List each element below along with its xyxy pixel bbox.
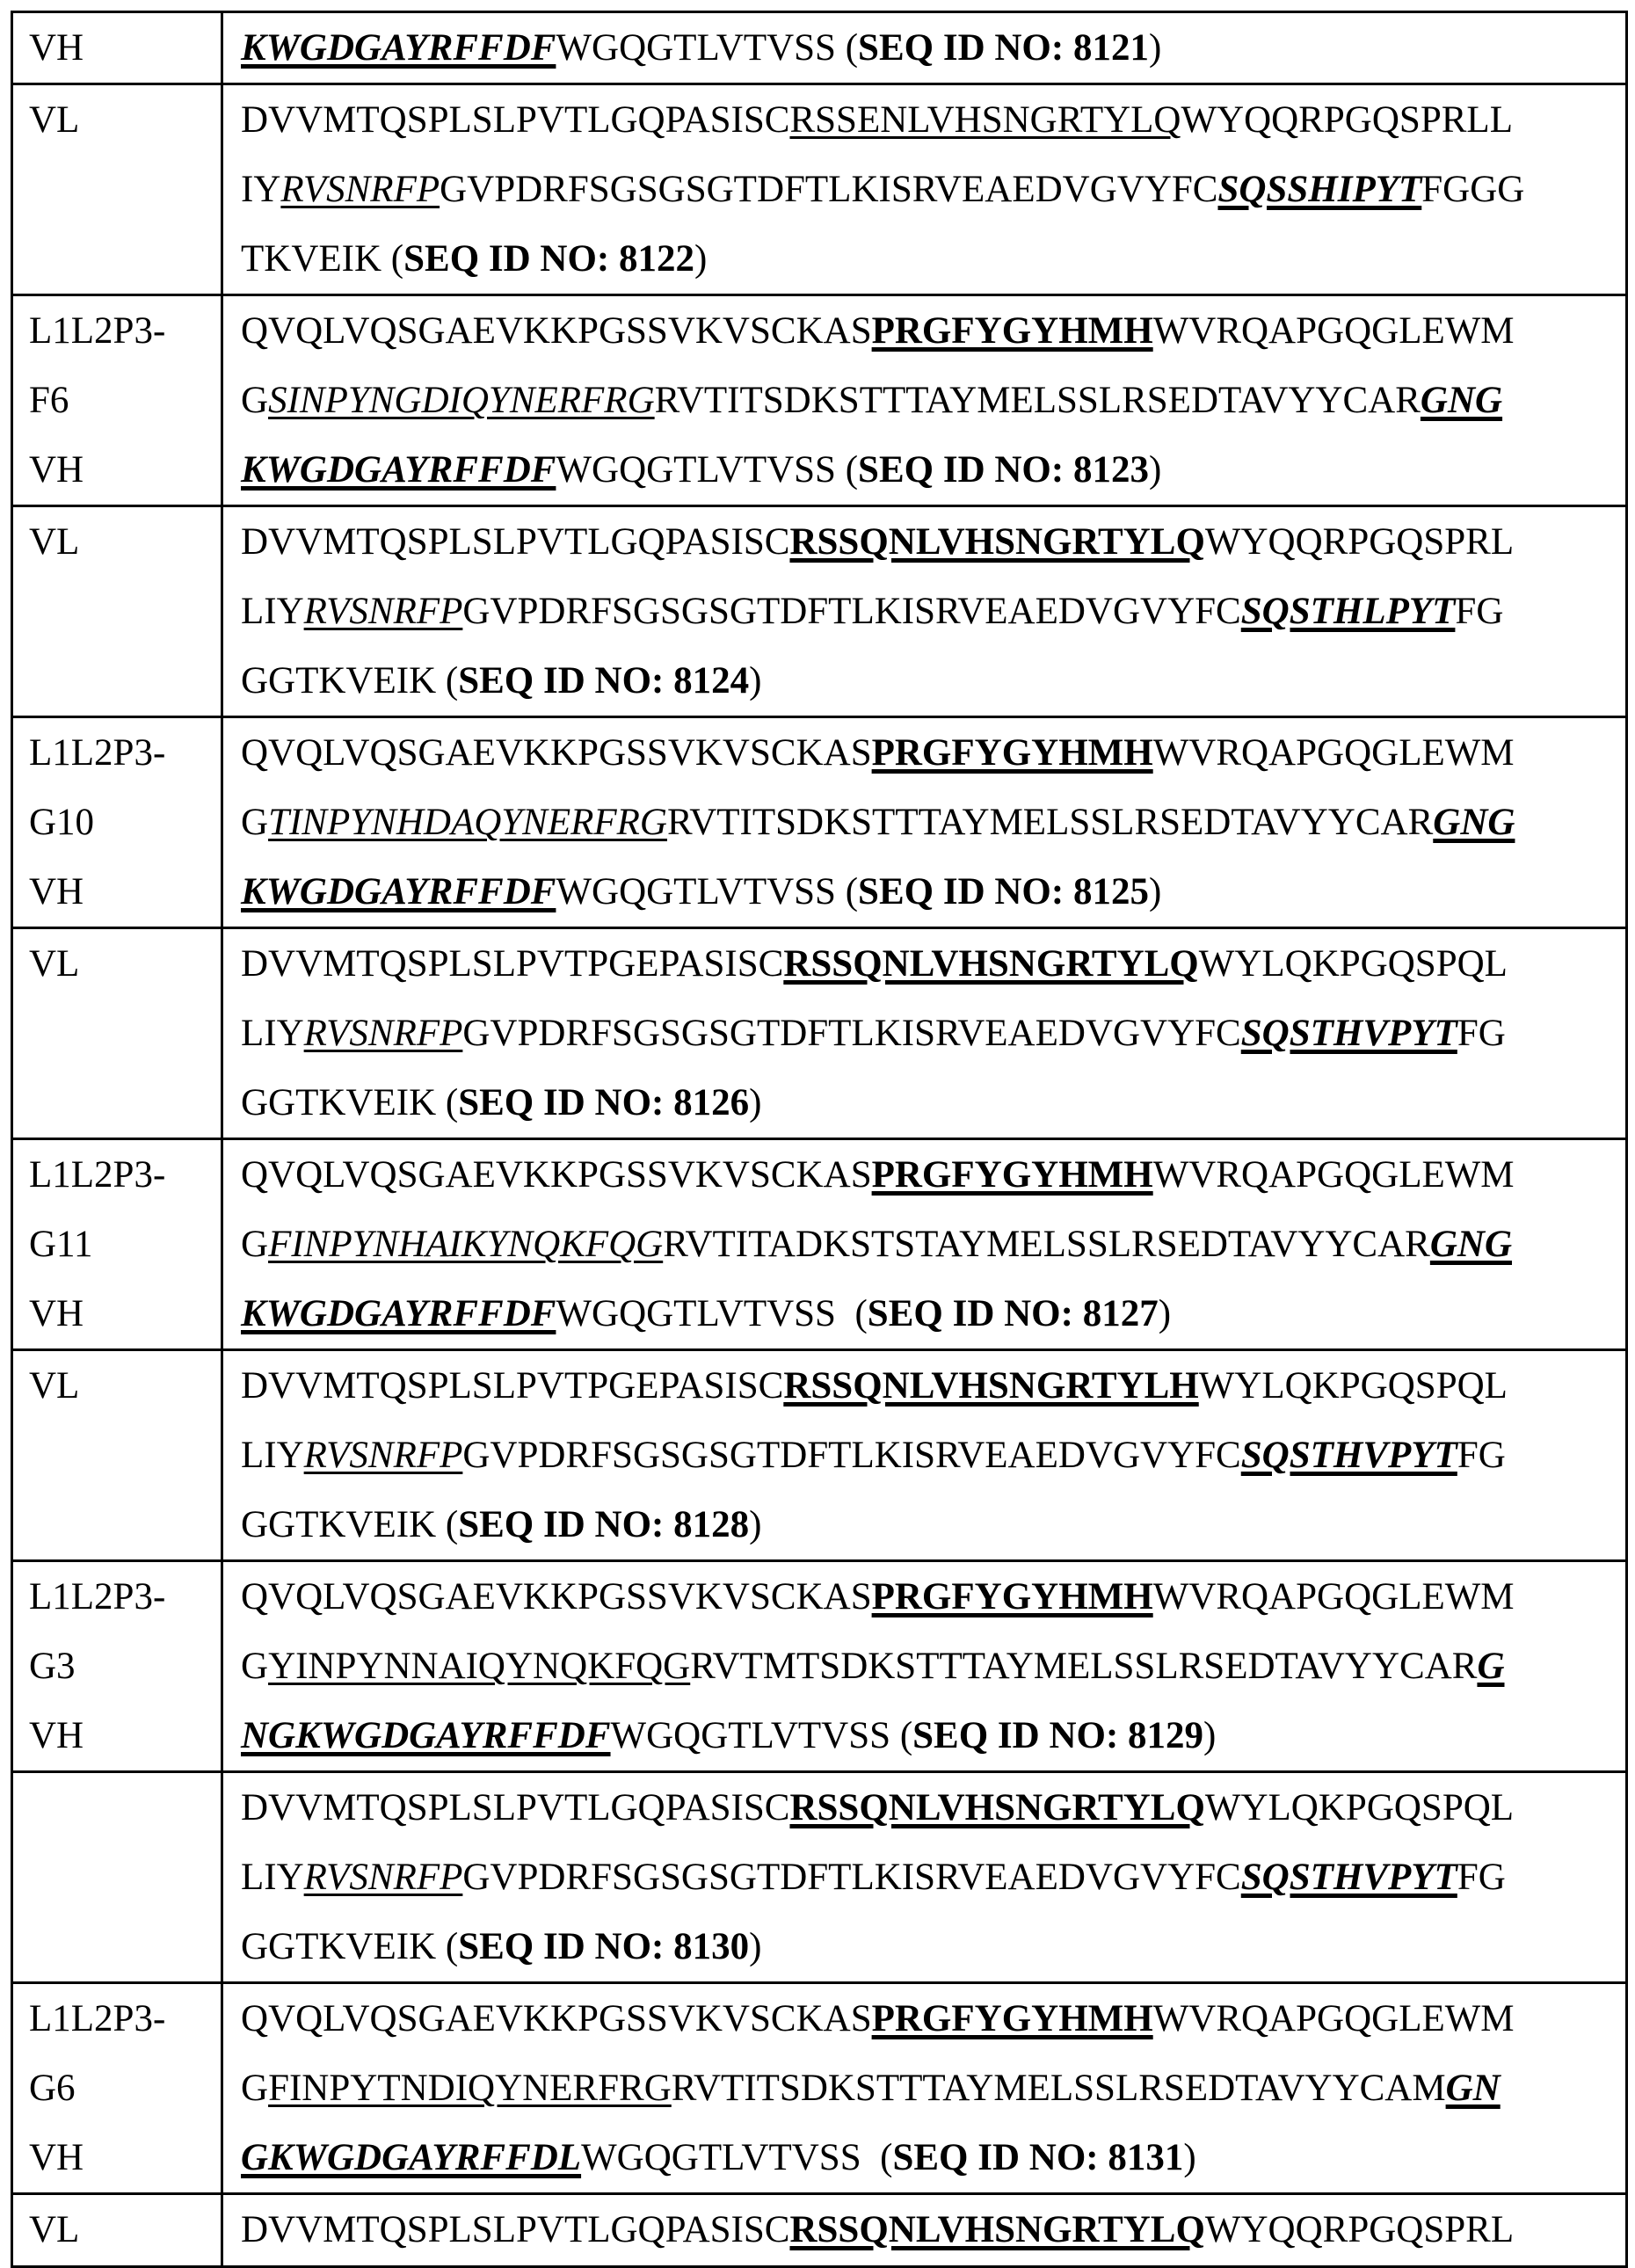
sequence-segment: FGGG: [1421, 169, 1524, 210]
sequence-segment: ): [1149, 871, 1161, 912]
sequence-segment: GVPDRFSGSGSGTDFTLKISRVEAEDVGVYFC: [462, 1435, 1240, 1476]
sequence-line: [241, 1562, 1625, 1632]
cdr-segment: GNG: [1421, 380, 1502, 421]
sequence-segment: GGTKVEIK (: [241, 1082, 458, 1123]
seq-id-label: SEQ ID NO: 8130: [458, 1926, 749, 1967]
seq-id-label: SEQ ID NO: 8131: [892, 2137, 1183, 2178]
sequence-segment: IY: [241, 169, 280, 210]
sequence-segment: G: [241, 1224, 268, 1265]
sequence-cell: [222, 1983, 1627, 2194]
sequence-segment: DVVMTQSPLSLPVTPGEPASISC: [241, 943, 783, 985]
cdr-segment: KWGDGAYRFFDF: [241, 449, 556, 491]
cdr-segment: PRGFYGYHMH: [872, 1576, 1153, 1617]
chain-label-cell: [12, 1350, 222, 1561]
sequence-segment: RVTITSDKSTTTAYMELSSLRSEDTAVYYCAM: [672, 2068, 1446, 2109]
sequence-line: [241, 224, 1625, 294]
chain-label: VL: [29, 2195, 221, 2264]
sequence-line: [241, 577, 1625, 646]
sequence-line: [241, 857, 1625, 927]
sequence-line: [241, 2195, 1625, 2264]
sequence-line: [241, 646, 1625, 716]
cdr-segment: RVSNRFP: [304, 1857, 463, 1898]
sequence-segment: G: [241, 1646, 268, 1687]
sequence-segment: WGQGTLVTVSS (: [611, 1715, 913, 1756]
sequence-cell: [222, 506, 1627, 717]
sequence-line: [241, 2054, 1625, 2123]
sequence-cell: [222, 928, 1627, 1139]
sequence-row: [12, 1139, 1627, 1350]
cdr-segment: FINPYTNDIQYNERFRG: [268, 2068, 672, 2109]
sequence-segment: ): [1203, 1715, 1216, 1756]
cdr-segment: RSSQNLVHSNGRTYLH: [783, 1365, 1198, 1407]
sequence-line: [241, 1279, 1625, 1348]
sequence-line: [241, 366, 1625, 435]
sequence-segment: ): [1149, 27, 1161, 69]
sequence-segment: LIY: [241, 591, 304, 632]
sequence-line: [241, 1068, 1625, 1138]
chain-label: VH: [29, 1279, 221, 1348]
sequence-row: [12, 506, 1627, 717]
sequence-segment: LIY: [241, 1857, 304, 1898]
cdr-segment: TINPYNHDAQYNERFRG: [268, 802, 667, 843]
sequence-segment: TKVEIK (: [241, 238, 403, 280]
cdr-segment: GN: [1446, 2068, 1501, 2109]
sequence-segment: ): [749, 1082, 761, 1123]
chain-label: VH: [29, 857, 221, 927]
cdr-segment: RVSNRFP: [304, 591, 463, 632]
cdr-segment: RVSNRFP: [304, 1435, 463, 1476]
cdr-segment: PRGFYGYHMH: [872, 310, 1153, 352]
sequence-segment: FG: [1455, 591, 1503, 632]
sequence-line: [241, 1351, 1625, 1421]
sequence-row: [12, 928, 1627, 1139]
sequence-cell: [222, 12, 1627, 84]
sequence-segment: WGQGTLVTVSS (: [556, 27, 858, 69]
sequence-cell: [222, 1350, 1627, 1561]
sequence-line: [241, 1843, 1625, 1912]
sequence-segment: DVVMTQSPLSLPVTPGEPASISC: [241, 1365, 783, 1407]
chain-label: G6: [29, 2054, 221, 2123]
sequence-segment: LIY: [241, 1435, 304, 1476]
seq-id-label: SEQ ID NO: 8128: [458, 1504, 749, 1545]
sequence-segment: G: [241, 2068, 268, 2109]
chain-label: L1L2P3-: [29, 296, 221, 366]
sequence-line: [241, 1984, 1625, 2054]
sequence-segment: ): [749, 660, 761, 701]
chain-label: VL: [29, 929, 221, 999]
sequence-segment: GVPDRFSGSGSGTDFTLKISRVEAEDVGVYFC: [462, 1857, 1240, 1898]
sequence-table-body: [12, 12, 1627, 2267]
sequence-cell: [222, 1772, 1627, 1983]
sequence-cell: [222, 2194, 1627, 2267]
sequence-segment: RVTITSDKSTTTAYMELSSLRSEDTAVYYCAR: [655, 380, 1421, 421]
sequence-line: [241, 1421, 1625, 1490]
sequence-row: [12, 12, 1627, 84]
cdr-segment: SINPYNGDIQYNERFRG: [268, 380, 655, 421]
sequence-line: [241, 85, 1625, 155]
sequence-line: [241, 1210, 1625, 1279]
sequence-row: [12, 84, 1627, 295]
sequence-segment: GGTKVEIK (: [241, 1926, 458, 1967]
sequence-row: [12, 1772, 1627, 1983]
chain-label: VL: [29, 85, 221, 155]
cdr-segment: KWGDGAYRFFDF: [241, 27, 556, 69]
sequence-segment: WGQGTLVTVSS (: [556, 1293, 867, 1334]
sequence-segment: DVVMTQSPLSLPVTLGQPASISC: [241, 99, 789, 141]
sequence-line: [241, 1140, 1625, 1210]
sequence-segment: ): [1149, 449, 1161, 491]
sequence-line: [241, 1912, 1625, 1981]
sequence-segment: ): [1159, 1293, 1171, 1334]
sequence-segment: QVQLVQSGAEVKKPGSSVKVSCKAS: [241, 732, 872, 774]
sequence-cell: [222, 717, 1627, 928]
chain-label: VL: [29, 507, 221, 577]
sequence-segment: GVPDRFSGSGSGTDFTLKISRVEAEDVGVYFC: [462, 1013, 1240, 1054]
sequence-line: [241, 435, 1625, 505]
chain-label: G3: [29, 1632, 221, 1701]
chain-label-cell: [12, 717, 222, 928]
cdr-segment: SQSTHVPYT: [1241, 1013, 1457, 1054]
sequence-segment: RVTMTSDKSTTTAYMELSSLRSEDTAVYYCAR: [690, 1646, 1477, 1687]
chain-label: L1L2P3-: [29, 1562, 221, 1632]
cdr-segment: RSSQNLVHSNGRTYLQ: [789, 2209, 1204, 2250]
cdr-segment: RSSQNLVHSNGRTYLQ: [789, 1787, 1204, 1828]
seq-id-label: SEQ ID NO: 8125: [858, 871, 1149, 912]
sequence-segment: DVVMTQSPLSLPVTLGQPASISC: [241, 1787, 789, 1828]
chain-label: L1L2P3-: [29, 1140, 221, 1210]
cdr-segment: FINPYNHAIKYNQKFQG: [268, 1224, 663, 1265]
sequence-cell: [222, 84, 1627, 295]
sequence-segment: RVTITADKSTSTAYMELSSLRSEDTAVYYCAR: [663, 1224, 1430, 1265]
seq-id-label: SEQ ID NO: 8124: [458, 660, 749, 701]
cdr-segment: GKWGDGAYRFFDL: [241, 2137, 581, 2178]
sequence-segment: G: [241, 380, 268, 421]
sequence-segment: GGTKVEIK (: [241, 660, 458, 701]
sequence-segment: WVRQAPGQGLEWM: [1153, 1998, 1515, 2039]
cdr-segment: SQSTHVPYT: [1241, 1435, 1457, 1476]
cdr-segment: SQSSHIPYT: [1217, 169, 1421, 210]
chain-label: G11: [29, 1210, 221, 1279]
cdr-segment: KWGDGAYRFFDF: [241, 871, 556, 912]
sequence-segment: QVQLVQSGAEVKKPGSSVKVSCKAS: [241, 1154, 872, 1196]
sequence-line: [241, 718, 1625, 788]
sequence-segment: WYQQRPGQSPRLL: [1181, 99, 1513, 141]
chain-label: VH: [29, 435, 221, 505]
chain-label: VL: [29, 1351, 221, 1421]
chain-label: F6: [29, 366, 221, 435]
chain-label-cell: [12, 84, 222, 295]
cdr-segment: RSSENLVHSNGRTYLQ: [789, 99, 1181, 141]
cdr-segment: RVSNRFP: [304, 1013, 463, 1054]
seq-id-label: SEQ ID NO: 8123: [858, 449, 1149, 491]
sequence-line: [241, 999, 1625, 1068]
sequence-line: [241, 1701, 1625, 1770]
sequence-segment: WYQQRPGQSPRL: [1205, 2209, 1514, 2250]
cdr-segment: GNG: [1430, 1224, 1512, 1265]
sequence-segment: QVQLVQSGAEVKKPGSSVKVSCKAS: [241, 310, 872, 352]
chain-label-cell: [12, 1561, 222, 1772]
sequence-line: [241, 1490, 1625, 1559]
chain-label: VH: [29, 13, 221, 83]
sequence-segment: ): [1183, 2137, 1195, 2178]
sequence-segment: GVPDRFSGSGSGTDFTLKISRVEAEDVGVYFC: [462, 591, 1240, 632]
sequence-segment: DVVMTQSPLSLPVTLGQPASISC: [241, 521, 789, 563]
cdr-segment: PRGFYGYHMH: [872, 732, 1153, 774]
sequence-segment: WGQGTLVTVSS (: [556, 449, 858, 491]
sequence-row: [12, 1983, 1627, 2194]
sequence-segment: QVQLVQSGAEVKKPGSSVKVSCKAS: [241, 1998, 872, 2039]
sequence-segment: WGQGTLVTVSS (: [581, 2137, 892, 2178]
seq-id-label: SEQ ID NO: 8122: [403, 238, 694, 280]
chain-label-cell: [12, 1983, 222, 2194]
chain-label-cell: [12, 1772, 222, 1983]
sequence-cell: [222, 1139, 1627, 1350]
sequence-line: [241, 296, 1625, 366]
sequence-segment: WVRQAPGQGLEWM: [1153, 1576, 1515, 1617]
sequence-segment: WYLQKPGQSPQL: [1199, 943, 1508, 985]
sequence-row: [12, 2194, 1627, 2267]
chain-label: L1L2P3-: [29, 1984, 221, 2054]
cdr-segment: RVSNRFP: [280, 169, 440, 210]
sequence-line: [241, 788, 1625, 857]
sequence-segment: ): [749, 1926, 761, 1967]
sequence-segment: FG: [1457, 1013, 1506, 1054]
seq-id-label: SEQ ID NO: 8129: [912, 1715, 1203, 1756]
seq-id-label: SEQ ID NO: 8126: [458, 1082, 749, 1123]
chain-label-cell: [12, 12, 222, 84]
sequence-row: [12, 1350, 1627, 1561]
sequence-cell: [222, 1561, 1627, 1772]
sequence-segment: WYLQKPGQSPQL: [1205, 1787, 1514, 1828]
chain-label-cell: [12, 1139, 222, 1350]
chain-label: L1L2P3-: [29, 718, 221, 788]
sequence-segment: FG: [1457, 1857, 1506, 1898]
sequence-segment: GGTKVEIK (: [241, 1504, 458, 1545]
sequence-row: [12, 295, 1627, 506]
sequence-cell: [222, 295, 1627, 506]
sequence-line: [241, 13, 1625, 83]
sequence-segment: WVRQAPGQGLEWM: [1153, 732, 1515, 774]
chain-label: VH: [29, 1701, 221, 1770]
sequence-segment: QVQLVQSGAEVKKPGSSVKVSCKAS: [241, 1576, 872, 1617]
chain-label: G10: [29, 788, 221, 857]
cdr-segment: YINPYNNAIQYNQKFQG: [268, 1646, 690, 1687]
cdr-segment: RSSQNLVHSNGRTYLQ: [783, 943, 1198, 985]
cdr-segment: GNG: [1433, 802, 1515, 843]
cdr-segment: PRGFYGYHMH: [872, 1998, 1153, 2039]
seq-id-label: SEQ ID NO: 8127: [868, 1293, 1159, 1334]
sequence-line: [241, 507, 1625, 577]
chain-label-cell: [12, 928, 222, 1139]
cdr-segment: PRGFYGYHMH: [872, 1154, 1153, 1196]
sequence-table: [11, 11, 1628, 2268]
sequence-segment: GVPDRFSGSGSGTDFTLKISRVEAEDVGVYFC: [440, 169, 1217, 210]
sequence-segment: WGQGTLVTVSS (: [556, 871, 858, 912]
cdr-segment: SQSTHLPYT: [1241, 591, 1456, 632]
cdr-segment: RSSQNLVHSNGRTYLQ: [789, 521, 1204, 563]
chain-label-cell: [12, 295, 222, 506]
chain-label: VH: [29, 2123, 221, 2192]
sequence-segment: G: [241, 802, 268, 843]
sequence-segment: WYLQKPGQSPQL: [1199, 1365, 1508, 1407]
sequence-row: [12, 1561, 1627, 1772]
chain-label-cell: [12, 506, 222, 717]
chain-label-cell: [12, 2194, 222, 2267]
sequence-segment: FG: [1457, 1435, 1506, 1476]
sequence-line: [241, 155, 1625, 224]
seq-id-label: SEQ ID NO: 8121: [858, 27, 1149, 69]
sequence-segment: WVRQAPGQGLEWM: [1153, 310, 1515, 352]
sequence-segment: LIY: [241, 1013, 304, 1054]
cdr-segment: NGKWGDGAYRFFDF: [241, 1715, 611, 1756]
cdr-segment: SQSTHVPYT: [1241, 1857, 1457, 1898]
sequence-segment: WYQQRPGQSPRL: [1205, 521, 1514, 563]
sequence-segment: ): [749, 1504, 761, 1545]
sequence-segment: WVRQAPGQGLEWM: [1153, 1154, 1515, 1196]
sequence-line: [241, 1632, 1625, 1701]
sequence-segment: DVVMTQSPLSLPVTLGQPASISC: [241, 2209, 789, 2250]
sequence-segment: ): [694, 238, 707, 280]
sequence-line: [241, 929, 1625, 999]
sequence-line: [241, 2123, 1625, 2192]
cdr-segment: G: [1477, 1646, 1504, 1687]
sequence-row: [12, 717, 1627, 928]
cdr-segment: KWGDGAYRFFDF: [241, 1293, 556, 1334]
sequence-segment: RVTITSDKSTTTAYMELSSLRSEDTAVYYCAR: [667, 802, 1433, 843]
sequence-line: [241, 1773, 1625, 1843]
